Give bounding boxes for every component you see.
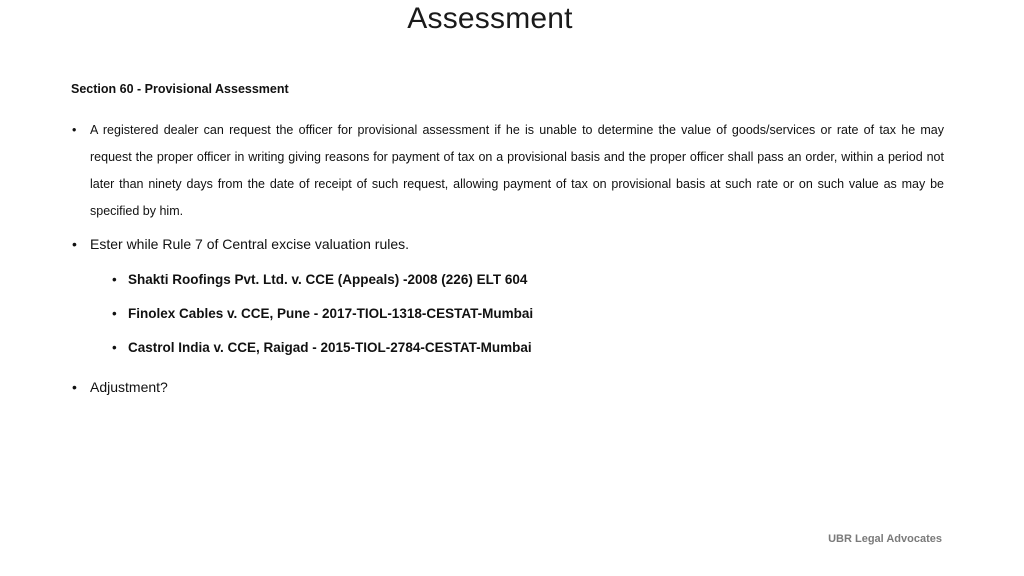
bullet-marker: • — [72, 236, 77, 252]
bullet-rule-7: Ester while Rule 7 of Central excise valuation rules. — [90, 236, 410, 252]
section-heading: Section 60 - Provisional Assessment — [71, 82, 289, 96]
case-citation-finolex-cables: Finolex Cables v. CCE, Pune - 2017-TIOL-1318-CESTAT-Mumbai — [128, 306, 534, 321]
bullet-marker: • — [72, 123, 77, 137]
sub-bullet-marker: • — [112, 306, 117, 321]
footer-firm-name: UBR Legal Advocates — [828, 533, 942, 545]
slide-title: Assessment — [407, 2, 573, 35]
sub-bullet-marker: • — [112, 272, 117, 287]
case-citation-shakti-roofings: Shakti Roofings Pvt. Ltd. v. CCE (Appeals) -2008 (226) ELT 604 — [128, 272, 528, 287]
bullet-marker: • — [72, 379, 77, 395]
bullet-adjustment: Adjustment? — [90, 379, 168, 395]
sub-bullet-marker: • — [112, 340, 117, 355]
bullet-provisional-assessment: A registered dealer can request the officer for provisional assessment if he is unable to determine the value of goods/services or rate of tax he may request the proper officer in writing giving reasons for payment of tax on a provisional basis and the proper officer shall pass an order, within a period not later than ninety days from the date of receipt of such request, allowing payment of tax on provisional basis at such rate or on such value as may be specified by him. — [90, 123, 944, 218]
case-citation-castrol-india: Castrol India v. CCE, Raigad - 2015-TIOL-2784-CESTAT-Mumbai — [128, 340, 532, 355]
